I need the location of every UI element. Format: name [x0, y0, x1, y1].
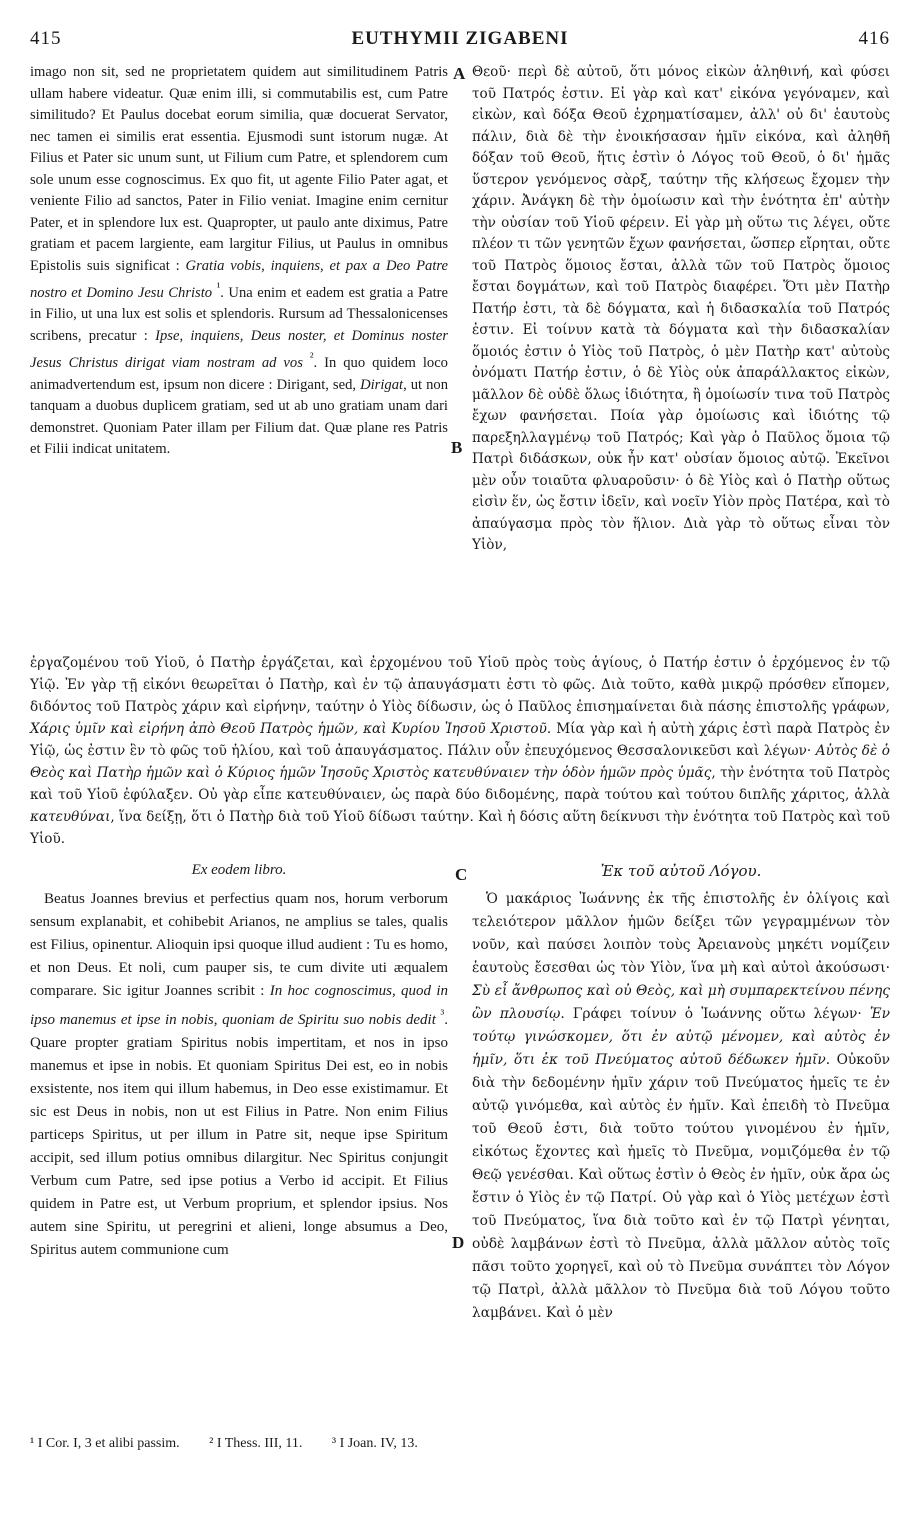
greek-text: , τὴν ἑνότητα τοῦ Πατρὸς καὶ τοῦ Υἱοῦ ἐφύλαξεν. Οὐ γὰρ εἶπε κατευθύναιεν, ὡς παρὰ δύο διδομένης, παρὰ τούτου καὶ τούτου διπλῆς χάριτος, ἀλλὰ: [30, 765, 890, 803]
page-number-left: 415: [30, 28, 62, 49]
latin-text: . Una enim et eadem est gratia a Patre in Filio, ut una lux est solis et splendoris. Rursum ad Thessalonicenses scribens, precatur :: [30, 284, 448, 344]
footnote: ¹ I Cor. I, 3 et alibi passim.: [30, 1436, 180, 1451]
footnote-ref: ¹: [216, 280, 221, 294]
latin-paragraph: [30, 62, 448, 461]
greek-quote: κατευθύναι: [30, 809, 111, 825]
greek-text: . Μία γὰρ καὶ ἡ αὐτὴ χάρις ἐστὶ παρὰ Πατρὸς ἐν Υἱῷ, ὡς ἐστιν ἓν τὸ φῶς τοῦ ἡλίου, καὶ τοῦ ἀπαυγάσματος. Πάλιν οὖν ἐπευχόμενος Θεσσαλονικεῦσι καὶ λέγων·: [30, 721, 890, 759]
latin-text: , ut non tanquam a duobus duplicem gratiam, sed ut ab uno gratiam unam dari demonstret. Quoniam Pater illam per Filium dat. Quæ plane res Patris et Filii indicat unitatem.: [30, 376, 448, 458]
greek-text: , ἵνα δείξῃ, ὅτι ὁ Πατὴρ διὰ τοῦ Υἱοῦ δίδωσι ταύτην. Καὶ ἡ δόσις αὕτη δείκνυσι τὴν ἑνότητα τοῦ Πατρὸς καὶ τοῦ Υἱοῦ.: [30, 809, 890, 847]
page-header: [30, 28, 890, 54]
page-number-right: 416: [858, 28, 890, 49]
latin-quote: In hoc cognoscimus, quod in ipso manemus et ipse in nobis, quoniam de Spiritu suo nobis dedit: [30, 983, 449, 1028]
latin-text: imago non sit, sed ne proprietatem quidem aut similitudinem Patris ullam habere videatur. Quæ enim illi, si commutabilis est, cum Patre similitudo? Et Paulus docebat eorum similia, quæ docuerat Servator, nec tamen ei similis erat essentia. Ejusmodi sunt istorum nugæ. At Filius et Pater sic unum sunt, ut Filium cum Patre, et splendorem cum sole unum esse cognoscimus. Ex quo fit, ut agente Filio Pater agat, et veniente Filio ad sanctos, Pater in Filio veniat. Imagine enim cernitur Pater, et in splendore lux est. Quapropter, ut paulo ante diximus, Patre gratiam et pacem largiente, eam largitur Filius, ut Paulus in omnibus Epistolis suis significat :: [30, 64, 448, 274]
latin-text: . In quo quidem loco animadvertendum est, ipsum non dicere : Dirigant, sed,: [30, 355, 448, 393]
latin-column-top: [30, 62, 448, 652]
footnote-ref: ³: [440, 1007, 445, 1021]
greek-full-width-block: [30, 652, 890, 847]
greek-subheading: Ἐκ τοῦ αὐτοῦ Λόγου.: [600, 862, 762, 880]
greek-column-bottom: [472, 888, 890, 1428]
latin-subheading: Ex eodem libro.: [191, 862, 287, 878]
greek-quote: Ἐν τούτῳ γινώσκομεν, ὅτι ἐν αὐτῷ μένομεν, καὶ αὐτὸς ἐν ἡμῖν, ὅτι ἐκ τοῦ Πνεύματος αὐτοῦ δέδωκεν ἡμῖν: [472, 1006, 891, 1068]
footnote: ² I Thess. III, 11.: [209, 1436, 303, 1451]
greek-quote: Χάρις ὑμῖν καὶ εἰρήνη ἀπὸ Θεοῦ Πατρὸς ἡμῶν, καὶ Κυρίου Ἰησοῦ Χριστοῦ: [30, 721, 547, 737]
footnote: ³ I Joan. IV, 13.: [331, 1436, 418, 1451]
section-marker-c: C: [455, 865, 468, 884]
greek-text: . Γράφει τοίνυν ὁ Ἰωάννης οὕτω λέγων·: [560, 1006, 862, 1022]
latin-text: . Quare propter gratiam Spiritus nobis impertitam, et nos in ipso manemus et ipse in nobis. Et quoniam Spiritus Dei est, eo in nobis exsistente, nos item qui illum habemus, in Deo esse existimamur. Et sic est Deus in nobis, non ut est Filius in Patre. Non enim Filius particeps Spiritus, ut per illum in Patre sit, neque ipse Spiritum accipit, sed illum potius omnibus dilargitur. Nec Spiritus conjungit Verbum cum Patre, sed ipse potius a Verbo id accipit. Et Filius quidem in Patre est, ut Verbum proprium, et splendor ipsius. Nos autem sine Spiritu, ut peregrini et alieni, longe absumus a Deo, Spiritus autem communione cum: [30, 1012, 448, 1258]
latin-quote: Gratia vobis, inquiens, et pax a Deo Patre nostro et Domino Jesu Christo: [30, 257, 448, 301]
latin-quote: Dirigat: [360, 376, 404, 393]
greek-column-top: [472, 62, 890, 652]
greek-quote: Αὐτὸς δὲ ὁ Θεὸς καὶ Πατὴρ ἡμῶν καὶ ὁ Κύριος ἡμῶν Ἰησοῦς Χριστὸς κατευθύναιεν τὴν ὁδὸν ἡμῶν πρὸς ὑμᾶς: [30, 743, 890, 781]
footnotes: [30, 1436, 890, 1462]
latin-quote: Ipse, inquiens, Deus noster, et Dominus noster Jesus Christus dirigat viam nostram ad vos: [30, 327, 448, 372]
latin-text: Beatus Joannes brevius et perfectius quam nos, horum verborum sensum explanabit, et cohibebit Arianos, ne amplius se tales, qualis est Filius, opinentur. Alioquin ipsi quoque illud audient : Tu es homo, et non Deus. Et noli, cum pauper sis, te cum divite uti æqualem comparare. Sic igitur Joannes scribit :: [30, 891, 448, 999]
greek-text: . Οὐκοῦν διὰ τὴν δεδομένην ἡμῖν χάριν τοῦ Πνεύματος ἡμεῖς τε ἐν αὐτῷ γινόμεθα, καὶ αὐτὸς ἐν ἡμῖν. Καὶ ἐπειδὴ τὸ Πνεῦμα τοῦ Θεοῦ ἐστι, διὰ τοῦτο τούτου γινομένου ἐν ἡμῖν, εἰκότως ἔχοντες καὶ ἡμεῖς τὸ Πνεῦμα, νομιζόμεθα ἐν τῷ Θεῷ γενέσθαι. Καὶ οὕτως ἐστὶν ὁ Θεὸς ἐν ἡμῖν, οὐκ ἄρα ὡς ἔστιν ὁ Υἱὸς ἐν τῷ Πατρί. Οὐ γὰρ καὶ ὁ Υἱὸς μετέχων ἐστὶ τοῦ Πνεύματος, ἵνα διὰ τοῦτο καὶ ἐν τῷ Πατρὶ γένηται, οὐδὲ λαμβάνων ἐστὶ τὸ Πνεῦμα, ἀλλὰ μᾶλλον αὐτὸς τοῖς πᾶσι τοῦτο χορηγεῖ, καὶ οὐ τὸ Πνεῦμα συνάπτει τὸν Λόγον τῷ Πατρὶ, ἀλλὰ μᾶλλον τὸ Πνεῦμα διὰ τοῦ Λόγου τοῦτο λαμβάνει. Καὶ ὁ μὲν: [472, 1052, 890, 1321]
section-marker-a: A: [453, 64, 466, 83]
greek-paragraph: [30, 652, 890, 850]
greek-paragraph: [472, 888, 890, 1325]
greek-quote: Σὺ εἶ ἄνθρωπος καὶ οὐ Θεὸς, καὶ μὴ συμπαρεκτείνου πένης ὢν πλουσίῳ: [472, 983, 890, 1022]
section-marker-d: D: [452, 1233, 465, 1252]
latin-paragraph: [30, 888, 448, 1262]
section-marker-b: B: [451, 438, 463, 457]
greek-text: ἐργαζομένου τοῦ Υἱοῦ, ὁ Πατὴρ ἐργάζεται, καὶ ἐρχομένου τοῦ Υἱοῦ πρὸς τοὺς ἁγίους, ὁ Πατήρ ἐστιν ὁ ἐρχόμενος ἐν τῷ Υἱῷ. Ἐν γὰρ τῇ εἰκόνι θεωρεῖται ὁ Πατὴρ, καὶ ἐν τῷ ἀπαυγάσματι ἐστι τὸ φῶς. Διὰ τοῦτο, καθὰ μικρῷ πρόσθεν εἴπομεν, διδόντος τοῦ Πατρὸς χάριν καὶ εἰρήνην, ταύτην ὁ Υἱὸς δίδωσιν, ὡς ὁ Παῦλος ἐπισημαίνεται διὰ πάσης ἐπιστολῆς γράφων,: [30, 655, 890, 715]
greek-text: Ὁ μακάριος Ἰωάννης ἐκ τῆς ἐπιστολῆς ἐν ὀλίγοις καὶ τελειότερον μᾶλλον ἡμῶν δείξει τῶν γεγραμμένων τὸν νοῦν, καὶ παύσει λοιπὸν τοὺς Ἀρειανοὺς μηκέτι νομίζειν ἑαυτοὺς ἔσεσθαι ὡς τὸν Υἱὸν, ἵνα μὴ καὶ αὐτοὶ ἀκούσωσι·: [472, 891, 890, 976]
footnote-ref: ²: [309, 350, 314, 365]
running-title: EUTHYMII ZIGABENI: [351, 28, 569, 49]
greek-paragraph: Θεοῦ· περὶ δὲ αὐτοῦ, ὅτι μόνος εἰκὼν ἀληθινή, καὶ φύσει τοῦ Πατρός ἐστιν. Εἰ γὰρ καὶ κατ' εἰκόνα γεγόναμεν, καὶ εἰκὼν, καὶ δόξα Θεοῦ ἐχρηματίσαμεν, ἀλλ' οὐ δι' ἑαυτοὺς πάλιν, διὰ δὲ τὴν ἐνοικήσασαν ἡμῖν εἰκόνα, καὶ ἀληθῆ δόξαν τοῦ Θεοῦ, ἥτις ἐστὶν ὁ Λόγος τοῦ Θεοῦ, ὁ δι' ἡμᾶς ὕστερον γενόμενος σὰρξ, ταύτην τῆς κλήσεως ἔχομεν τὴν χάριν. Ἀνάγκη δὲ τὴν ὁμοίωσιν καὶ τὴν ἑνότητα ἐπ' αὐτὴν τὴν οὐσίαν τοῦ Υἱοῦ φέρειν. Εἰ γὰρ μὴ οὕτω τις λέγει, οὔτε πλέον τι τῶν γενητῶν ἔχων φανήσεται, ὥσπερ εἴρηται, οὔτε τοῦ Πατρὸς ὅμοιος ἔσται, ἀλλὰ τῶν τοῦ Πατρὸς ὅμοιος ἔσται δογμάτων, καὶ τοῦ Πατρὸς διαφέρει. Ὅτι μὲν Πατὴρ Πατήρ ἐστι, τὰ δὲ δόγματα, καὶ ἡ διδασκαλία τοῦ Πατρός ἐστιν. Εἰ τοίνυν κατὰ τὰ δόγματα καὶ τὴν διδασκαλίαν ὅμοιός ἐστιν ὁ Υἱὸς τοῦ Πατρὸς, ὁ μὲν Πατὴρ κατ' αὐτοὺς ὀνόματι Πατήρ ἐστιν, ὁ δὲ Υἱὸς οὐκ ἀπαράλλακτος εἰκὼν, μᾶλλον δὲ οὐδὲ ὅλως ἰδιότητα, ἢ ὁμοίωσίν τινα τοῦ Πατρὸς ἔχων φανήσεται. Ποία γὰρ ὁμοίωσις καὶ ἰδιότης τῷ παρεξηλλαγμένῳ τοῦ Πατρός; Καὶ γὰρ ὁ Παῦλος ὅμοια τῷ Πατρὶ διδάσκων, οὐκ ἦν κατ' οὐσίαν ὅμοιος αὐτῷ. Ἐκεῖνοι μὲν οὖν τοιαῦτα φλυαροῦσιν· ὁ δὲ Υἱὸς καὶ ὁ Πατὴρ οὕτως εἰσὶν ἕν, ὡς ἔστιν ἰδεῖν, καὶ νοεῖν Υἱὸν πρὸς Πατέρα, καὶ τὸ ἀπαύγασμα πρὸς τὸν ἥλιον. Διὰ γὰρ τὸ οὕτως εἶναι τὸν Υἱὸν,: [472, 64, 890, 553]
latin-column-bottom: [30, 888, 448, 1428]
